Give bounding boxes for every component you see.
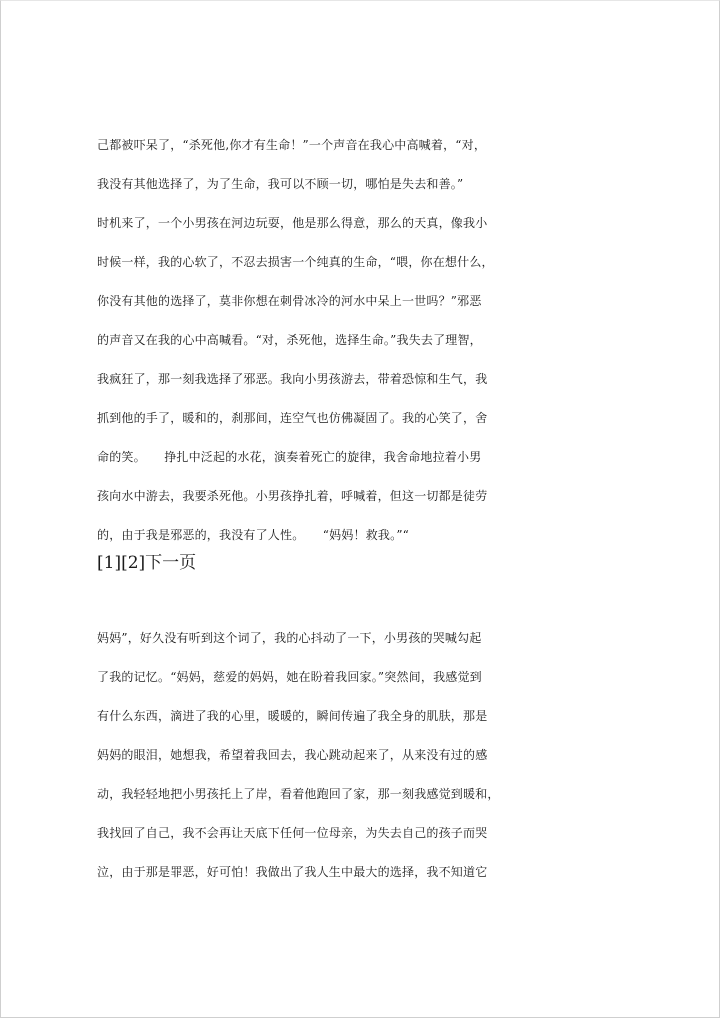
pagination-links[interactable]: [1][2]下一页 [97, 553, 197, 573]
text-line: 妈妈”，好久没有听到这个词了，我的心抖动了一下，小男孩的哭喊勾起 [97, 631, 482, 645]
text-line: 己都被吓呆了，“杀死他,你才有生命！”一个声音在我心中高喊着，“对， [97, 138, 487, 152]
text-line: 我找回了自己，我不会再让天底下任何一位母亲，为失去自己的孩子而哭 [97, 826, 488, 840]
text-line: 你没有其他的选择了，莫非你想在刺骨冰冷的河水中呆上一世吗？”邪恶 [97, 294, 482, 308]
text-line: 我没有其他选择了，为了生命，我可以不顾一切，哪怕是失去和善。” [97, 177, 464, 191]
text-line: 的，由于我是邪恶的，我没有了人性。 “妈妈！救我。”“ [97, 528, 410, 542]
text-line: 泣，由于那是罪恶，好可怕！我做出了我人生中最大的选择，我不知道它 [97, 865, 488, 879]
text-line: 了我的记忆。“妈妈，慈爱的妈妈，她在盼着我回家。”突然间，我感觉到 [97, 670, 482, 684]
text-line: 的声音又在我的心中高喊看。“对，杀死他，选择生命。”我失去了理智， [97, 333, 482, 347]
text-line: 时机来了，一个小男孩在河边玩耍，他是那么得意，那么的天真，像我小 [97, 216, 488, 230]
text-line: 时候一样，我的心软了，不忍去损害一个纯真的生命，“喂，你在想什么， [97, 255, 494, 269]
text-line: 孩向水中游去，我要杀死他。小男孩挣扎着，呼喊着，但这一切都是徒劳 [97, 489, 488, 503]
text-line: 命的笑。 挣扎中泛起的水花，演奏着死亡的旋律，我舍命地拉着小男 [97, 450, 482, 464]
text-line: 有什么东西，滴进了我的心里，暖暖的，瞬间传遍了我全身的肌肤，那是 [97, 709, 488, 723]
text-line: 我疯狂了，那一刻我选择了邪恶。我向小男孩游去，带着恐惊和生气，我 [97, 372, 488, 386]
text-line: 妈妈的眼泪，她想我，希望着我回去，我心跳动起来了，从来没有过的感 [97, 748, 488, 762]
text-line: 抓到他的手了，暖和的，刹那间，连空气也仿佛凝固了。我的心笑了，舍 [97, 411, 488, 425]
text-line: 动，我轻轻地把小男孩托上了岸，看着他跑回了家，那一刻我感觉到暖和， [97, 787, 500, 801]
